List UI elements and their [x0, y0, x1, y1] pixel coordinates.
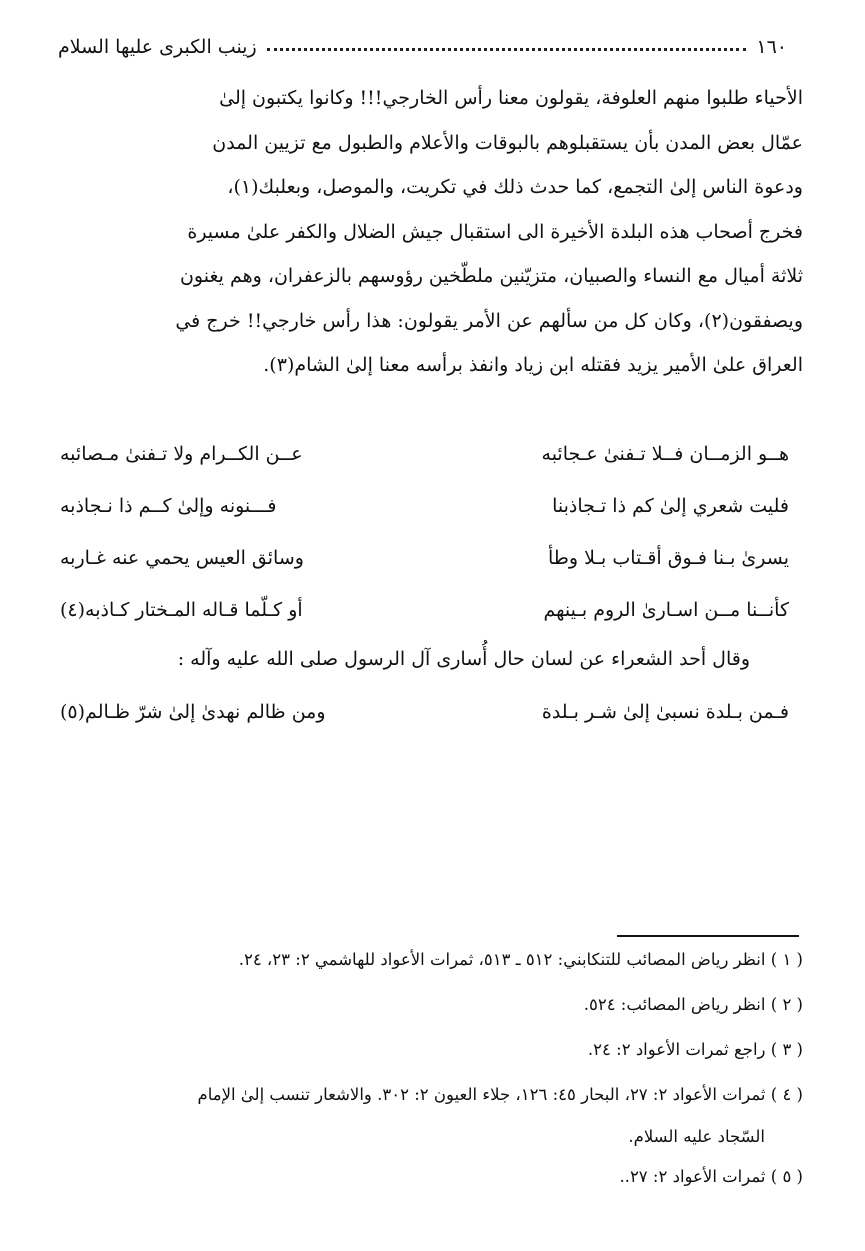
- poem-verse: [60, 532, 803, 584]
- verse-first-hemistich: فـمن بـلدة نسبىٰ إلىٰ شـر بـلدة: [541, 701, 789, 723]
- verse-first-hemistich: هــو الزمــان فــلا تـفنىٰ عـجائبه: [541, 443, 789, 465]
- running-title: زينب الكبرى عليها السلام: [58, 36, 257, 58]
- footnote-separator: [617, 935, 799, 937]
- footnotes: [62, 948, 803, 1210]
- poem-verse: [60, 686, 803, 738]
- footnote-number: ( ٥ ): [770, 1167, 803, 1186]
- poem-intro-line: وقال أحد الشعراء عن لسان حال أُسارى آل الرسول صلى الله عليه وآله :: [177, 648, 750, 670]
- running-header: [58, 30, 787, 64]
- footnote-number: ( ٣ ): [770, 1040, 803, 1059]
- header-dotted-leader: [267, 48, 747, 51]
- body-line: ثلاثة أميال مع النساء والصبيان، متزيّنين ملطّخين رؤوسهم بالزعفران، وهم يغنون: [179, 265, 803, 287]
- body-line: ويصفقون(٢)، وكان كل من سألهم عن الأمر يقولون: هذا رأس خارجي!! خرج في: [175, 309, 803, 332]
- footnote: [62, 1165, 803, 1189]
- page-number: ١٦٠: [756, 36, 787, 58]
- footnote-number: ( ١ ): [770, 950, 803, 969]
- verse-second-hemistich: وسائق العيس يحمي عنه غـاربه: [60, 547, 304, 569]
- footnote: [62, 993, 803, 1017]
- body-line: الأحياء طلبوا منهم العلوفة، يقولون معنا رأس الخارجي!!! وكانوا يكتبون إلىٰ: [219, 87, 803, 109]
- poem-verse: [60, 428, 803, 480]
- footnote: [62, 1038, 803, 1062]
- body-line: العراق علىٰ الأمير يزيد فقتله ابن زياد وانفذ برأسه معنا إلىٰ الشام(٣).: [263, 354, 803, 376]
- footnote: [62, 1083, 803, 1149]
- footnote-text: راجع ثمرات الأعواد ٢: ٢٤.: [587, 1040, 766, 1059]
- verse-first-hemistich: يسرىٰ بـنا فـوق أقـتاب بـلا وطأ: [548, 547, 789, 569]
- poem-verse: [60, 480, 803, 532]
- body-line: ودعوة الناس إلىٰ التجمع، كما حدث ذلك في تكريت، والموصل، وبعلبك(١)،: [227, 176, 803, 198]
- footnote-text: ثمرات الأعواد ٢: ٢٧..: [619, 1167, 766, 1186]
- footnote-continuation: السّجاد عليه السلام.: [628, 1127, 765, 1146]
- poem-verse: [60, 584, 803, 636]
- verse-second-hemistich: أو كـلّما قـاله المـختار كـاذبه(٤): [60, 599, 303, 621]
- footnote-number: ( ٤ ): [770, 1085, 803, 1104]
- footnote-text: ثمرات الأعواد ٢: ٢٧، البحار ٤٥: ١٢٦، جلاء العيون ٢: ٣٠٢. والاشعار تنسب إلىٰ الإمام: [197, 1085, 766, 1104]
- verse-first-hemistich: فليت شعري إلىٰ كم ذا تـجاذبنا: [552, 495, 789, 517]
- verse-second-hemistich: فـــنونه وإلىٰ كــم ذا نـجاذبه: [60, 495, 277, 517]
- footnote: [62, 948, 803, 972]
- body-line: فخرج أصحاب هذه البلدة الأخيرة الى استقبال جيش الضلال والكفر علىٰ مسيرة: [187, 220, 803, 243]
- footnote-text: انظر رياض المصائب للتنكابني: ٥١٢ ـ ٥١٣، ثمرات الأعواد للهاشمي ٢: ٢٣، ٢٤.: [238, 950, 766, 969]
- body-line: عمّال بعض المدن بأن يستقبلوهم بالبوقات والأعلام والطبول مع تزيين المدن: [212, 131, 803, 154]
- verse-second-hemistich: عــن الكــرام ولا تـفنىٰ مـصائبه: [60, 443, 303, 465]
- main-paragraph: [60, 76, 803, 388]
- verse-second-hemistich: ومن ظالم نهدىٰ إلىٰ شرّ ظـالم(٥): [60, 701, 326, 723]
- poem-block-1: [60, 428, 803, 636]
- footnote-number: ( ٢ ): [770, 995, 803, 1014]
- poem-block-2: [60, 686, 803, 738]
- footnote-text: انظر رياض المصائب: ٥٢٤.: [583, 995, 766, 1014]
- verse-first-hemistich: كأنــنا مــن اسـارىٰ الروم بـينهم: [543, 599, 789, 621]
